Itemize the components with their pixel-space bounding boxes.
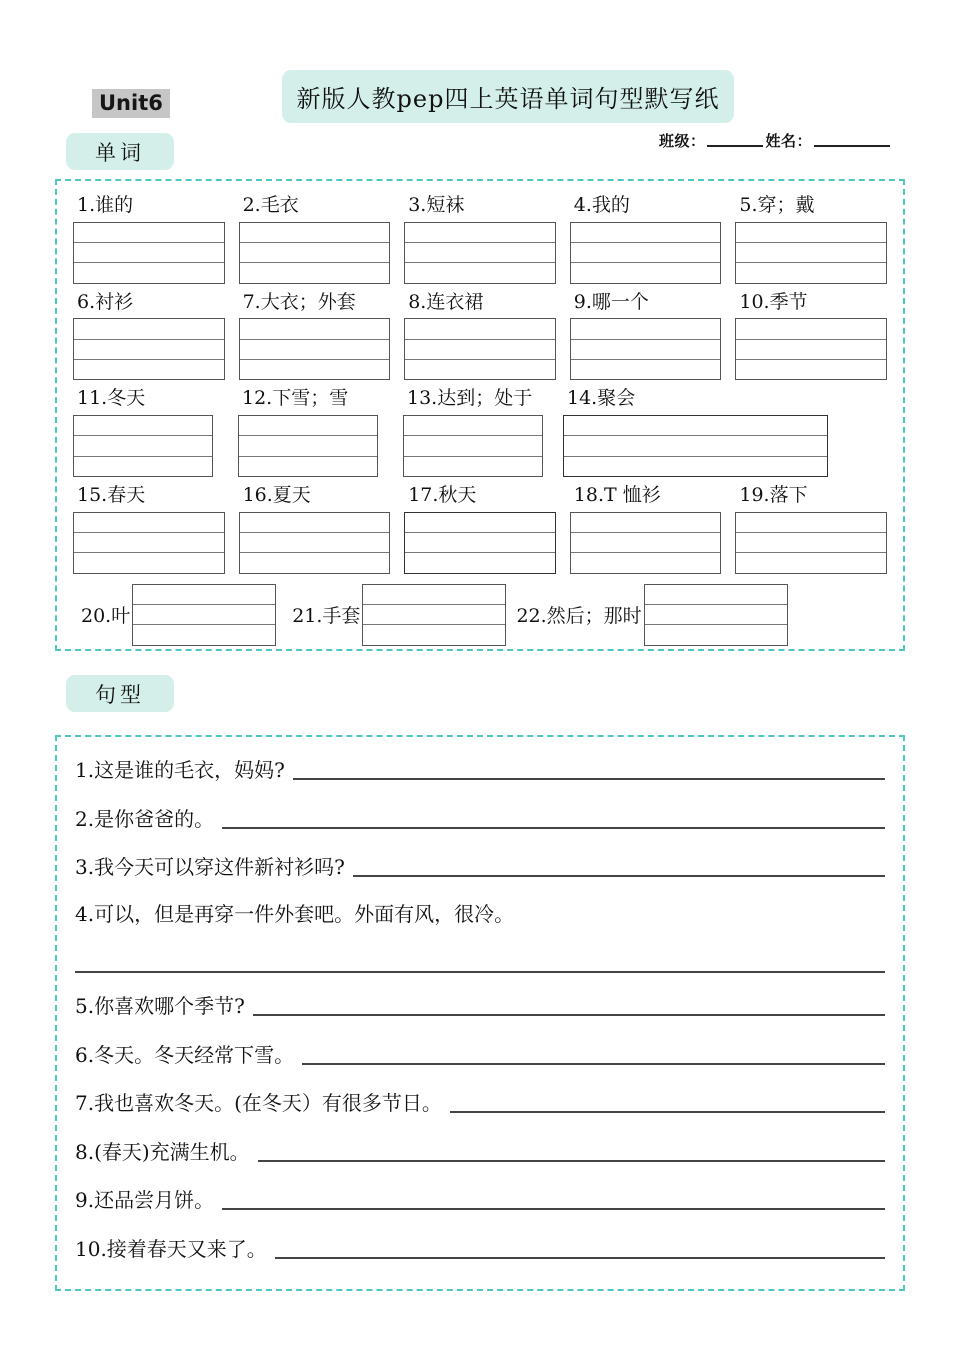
- word-label: 21.手套: [292, 605, 361, 628]
- sentence-text: 10.接着春天又来了。: [75, 1236, 267, 1261]
- word-cell-8: [404, 290, 556, 381]
- section-header-sentences-label: 句型: [95, 682, 145, 707]
- page-title: 新版人教pep四上英语单词句型默写纸: [296, 85, 720, 113]
- sentence-text: 5.你喜欢哪个季节?: [75, 994, 245, 1018]
- word-cell-9: [570, 290, 722, 381]
- sentence-row-6: [75, 1038, 885, 1070]
- sentence-answer-blank[interactable]: [450, 1111, 885, 1113]
- word-cell-14: [563, 386, 828, 477]
- word-label: 4.我的: [573, 194, 630, 216]
- word-writing-box[interactable]: [570, 222, 722, 284]
- sentence-row-7: [75, 1086, 885, 1118]
- sentences-panel: [55, 735, 905, 1291]
- word-cell-1: [73, 193, 225, 284]
- sentence-row-4: [75, 899, 885, 973]
- sentence-text: 4.可以，但是再穿一件外套吧。外面有风，很冷。: [75, 901, 515, 926]
- sentence-answer-blank[interactable]: [222, 1208, 885, 1210]
- word-cell-5: [735, 193, 887, 284]
- word-writing-box[interactable]: [239, 318, 391, 380]
- class-field-blank[interactable]: [707, 145, 763, 147]
- word-label: 3.短袜: [408, 194, 465, 216]
- section-header-sentences: [66, 675, 174, 712]
- sentence-text: 2.是你爸爸的。: [75, 806, 215, 831]
- word-cell-16: [239, 483, 391, 574]
- word-cell-15: [73, 483, 225, 574]
- word-cell-19: [735, 483, 887, 574]
- word-writing-box[interactable]: [404, 512, 556, 574]
- sentence-row-1: [75, 753, 885, 785]
- word-cell-2: [239, 193, 391, 284]
- word-cell-3: [404, 193, 556, 284]
- sentence-row-9: [75, 1183, 885, 1215]
- word-label: 20.叶: [81, 605, 131, 628]
- word-writing-box[interactable]: [404, 222, 556, 284]
- unit-badge-wrap: [92, 89, 170, 118]
- word-writing-box[interactable]: [73, 222, 225, 284]
- word-writing-box[interactable]: [404, 318, 556, 380]
- name-field-label: 姓名：: [765, 132, 812, 150]
- word-writing-box[interactable]: [73, 415, 213, 477]
- word-cell-17: [404, 483, 556, 574]
- sentence-text: 3.我今天可以穿这件新衬衫吗?: [75, 855, 345, 879]
- unit-badge: Unit6: [92, 89, 170, 118]
- word-row: [73, 386, 887, 477]
- word-label: 16.夏天: [242, 483, 311, 506]
- word-cell-22: [514, 584, 787, 646]
- word-label: 15.春天: [77, 483, 146, 506]
- word-label: 10.季节: [739, 290, 808, 313]
- sentence-row-8: [75, 1135, 885, 1167]
- sentence-answer-blank[interactable]: [258, 1160, 885, 1162]
- word-label: 11.冬天: [77, 387, 146, 410]
- name-field-blank[interactable]: [814, 145, 890, 147]
- word-row: [73, 483, 887, 574]
- word-writing-box[interactable]: [362, 584, 506, 646]
- word-writing-box[interactable]: [735, 512, 887, 574]
- sentence-answer-blank[interactable]: [222, 827, 885, 829]
- word-label: 5.穿；戴: [739, 194, 815, 216]
- sentence-answer-blank[interactable]: [293, 778, 885, 780]
- words-panel: [55, 179, 905, 651]
- sentence-answer-blank[interactable]: [75, 971, 885, 973]
- word-writing-box[interactable]: [403, 415, 543, 477]
- sentence-text: 6.冬天。冬天经常下雪。: [75, 1042, 295, 1067]
- word-cell-12: [238, 386, 378, 477]
- sentence-answer-blank[interactable]: [253, 1014, 885, 1016]
- word-writing-box[interactable]: [73, 318, 225, 380]
- sentence-row-5: [75, 989, 885, 1021]
- word-cell-20: [79, 584, 276, 646]
- section-header-words-label: 单词: [95, 140, 145, 165]
- word-writing-box[interactable]: [132, 584, 276, 646]
- page-header: [0, 0, 960, 175]
- word-writing-box[interactable]: [238, 415, 378, 477]
- sentence-answer-blank[interactable]: [302, 1063, 885, 1065]
- word-row: [73, 290, 887, 381]
- sentence-answer-blank[interactable]: [275, 1257, 885, 1259]
- word-label: 12.下雪；雪: [242, 387, 349, 410]
- word-label: 17.秋天: [408, 483, 477, 506]
- word-cell-21: [290, 584, 506, 646]
- word-label: 18.T 恤衫: [573, 483, 661, 506]
- word-cell-6: [73, 290, 225, 381]
- sentence-row-3: [75, 850, 885, 882]
- word-writing-box[interactable]: [239, 512, 391, 574]
- sentence-answer-blank[interactable]: [353, 875, 885, 877]
- sentence-row-10: [75, 1232, 885, 1264]
- word-label: 14.聚会: [567, 387, 636, 410]
- sentence-row-2: [75, 802, 885, 834]
- class-field-label: 班级：: [658, 132, 706, 150]
- word-row: [73, 584, 887, 646]
- student-meta: [659, 130, 892, 151]
- word-label: 19.落下: [739, 483, 808, 506]
- word-label: 22.然后；那时: [516, 605, 642, 628]
- title-box: [282, 70, 734, 123]
- word-writing-box[interactable]: [735, 222, 887, 284]
- word-writing-box[interactable]: [570, 318, 722, 380]
- sentence-text: 9.还品尝月饼。: [75, 1188, 215, 1212]
- word-label: 8.连衣裙: [408, 290, 484, 313]
- word-cell-18: [570, 483, 722, 574]
- word-writing-box[interactable]: [239, 222, 391, 284]
- word-label: 6.衬衫: [77, 290, 134, 313]
- word-cell-11: [73, 386, 213, 477]
- word-cell-13: [403, 386, 543, 477]
- sentence-text: 7.我也喜欢冬天。(在冬天）有很多节日。: [75, 1091, 442, 1115]
- word-writing-box[interactable]: [735, 318, 887, 380]
- word-writing-box[interactable]: [644, 584, 788, 646]
- section-header-words: [66, 133, 174, 170]
- word-writing-box[interactable]: [563, 415, 828, 477]
- word-writing-box[interactable]: [570, 512, 722, 574]
- word-label: 13.达到；处于: [407, 387, 533, 410]
- word-row: [73, 193, 887, 284]
- word-cell-7: [239, 290, 391, 381]
- word-cell-4: [570, 193, 722, 284]
- sentence-text: 1.这是谁的毛衣，妈妈?: [75, 758, 285, 782]
- word-label: 7.大衣；外套: [242, 290, 356, 313]
- sentence-text: 8.(春天)充满生机。: [75, 1139, 250, 1164]
- word-cell-10: [735, 290, 887, 381]
- word-label: 2.毛衣: [242, 194, 299, 216]
- word-writing-box[interactable]: [73, 512, 225, 574]
- word-label: 9.哪一个: [573, 290, 649, 313]
- word-label: 1.谁的: [77, 194, 134, 216]
